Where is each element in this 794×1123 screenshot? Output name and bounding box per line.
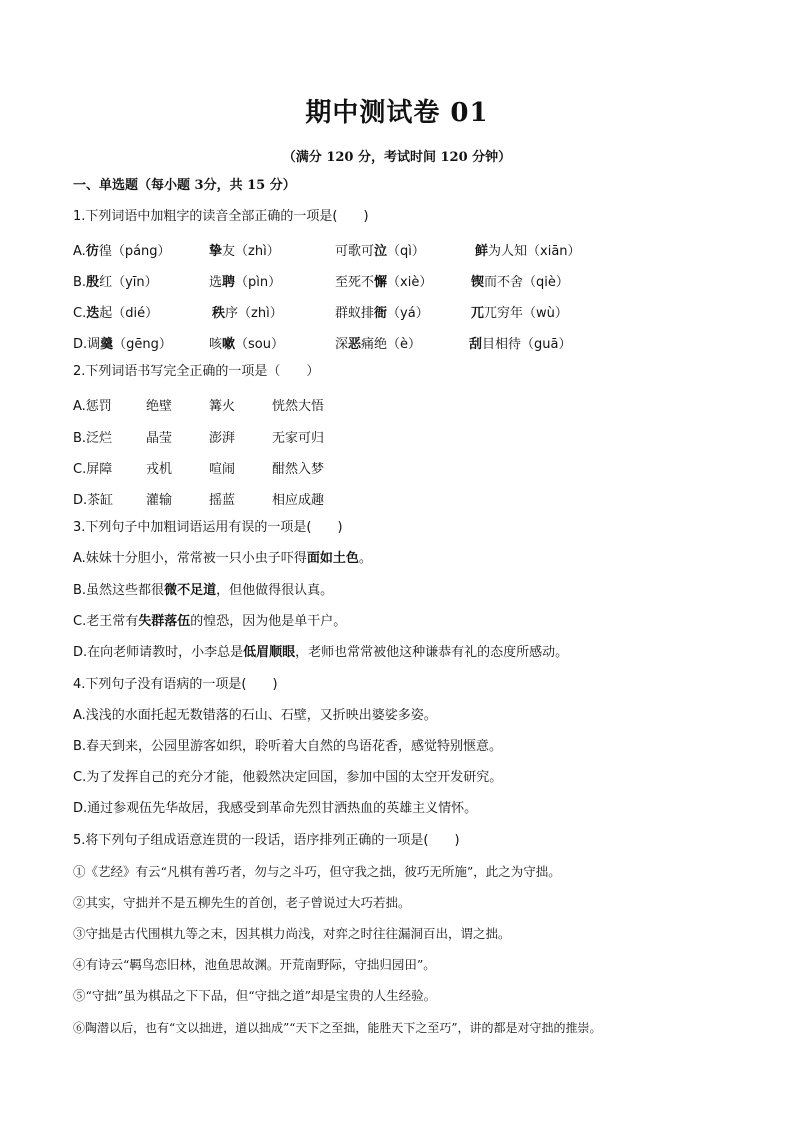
question-1-row-b <box>73 271 733 290</box>
question-1-stem: 1.下列词语中加粗字的读音全部正确的一项是( ) <box>73 209 369 224</box>
option-word: 选聘（pìn） <box>209 275 282 290</box>
option-word: B.泛烂 <box>73 431 113 446</box>
question-4-option-c: C.为了发挥自己的充分才能，他毅然决定回国，参加中国的太空开发研究。 <box>73 770 503 785</box>
question-2-row-d <box>73 489 733 508</box>
option-word: 灌输 <box>146 493 173 508</box>
option-word: 群蚁排衙（yá） <box>335 306 429 321</box>
option-word: 酣然入梦 <box>272 462 325 477</box>
page-subtitle: （满分 120 分，考试时间 120 分钟） <box>282 150 512 165</box>
question-4-option-a: A.浅浅的水面托起无数错落的石山、石壁，又折映出婆娑多姿。 <box>73 708 437 723</box>
option-word: D.茶缸 <box>73 493 114 508</box>
question-5-sentence-5: ⑤“守拙”虽为棋品之下下品，但“守拙之道”却是宝贵的人生经验。 <box>73 988 437 1003</box>
option-word: 秩序（zhì） <box>212 306 283 321</box>
option-word: 至死不懈（xiè） <box>335 275 433 290</box>
question-1-row-d <box>73 333 733 352</box>
option-word: 无家可归 <box>272 431 325 446</box>
question-3-option-a: A.妹妹十分胆小，常常被一只小虫子吓得面如土色。 <box>73 551 372 566</box>
option-word: 挚友（zhì） <box>209 244 280 259</box>
question-3-option-c: C.老王常有失群落伍的惶恐，因为他是单干户。 <box>73 614 347 629</box>
option-word: 相应成趣 <box>272 493 325 508</box>
option-word: 咳嗽（sou） <box>209 337 284 352</box>
question-2-stem: 2.下列词语书写完全正确的一项是（ ） <box>73 364 320 379</box>
question-4-option-b: B.春天到来，公园里游客如织，聆听着大自然的鸟语花香，感觉特别惬意。 <box>73 739 503 754</box>
option-word: 喧闹 <box>209 462 236 477</box>
question-3-option-b: B.虽然这些都很微不足道，但他做得很认真。 <box>73 583 334 598</box>
question-5-sentence-1: ①《艺经》有云“凡棋有善巧者，勿与之斗巧，但守我之拙，彼巧无所施”，此之为守拙。 <box>73 864 561 879</box>
question-1-row-a <box>73 240 733 259</box>
option-word: 兀兀穷年（wù） <box>471 306 568 321</box>
question-5-sentence-3: ③守拙是古代围棋九等之末，因其棋力尚浅，对弈之时往往漏洞百出，谓之拙。 <box>73 926 511 941</box>
option-word: B.殷红（yīn） <box>73 275 158 290</box>
question-1-row-c <box>73 302 733 321</box>
option-word: 鲜为人知（xiān） <box>475 244 581 259</box>
option-word: C.屏障 <box>73 462 113 477</box>
option-word: 深恶痛绝（è） <box>335 337 422 352</box>
option-word: D.调羹（gēng） <box>73 337 172 352</box>
question-5-sentence-2: ②其实，守拙并不是五柳先生的首创，老子曾说过大巧若拙。 <box>73 895 411 910</box>
option-word: 刮目相待（guā） <box>469 337 572 352</box>
question-5-stem: 5.将下列句子组成语意连贯的一段话，语序排列正确的一项是( ) <box>73 833 460 848</box>
question-2-row-b <box>73 427 733 446</box>
option-word: 恍然大悟 <box>272 399 325 414</box>
option-word: 可歌可泣（qì） <box>335 244 425 259</box>
question-3-option-d: D.在向老师请教时，小李总是低眉顺眼，老师也常常被他这种谦恭有礼的态度所感动。 <box>73 645 569 660</box>
question-2-row-c <box>73 458 733 477</box>
option-word: 锲而不舍（qiè） <box>471 275 569 290</box>
option-word: 戎机 <box>146 462 173 477</box>
question-5-sentence-4: ④有诗云“羁鸟恋旧林，池鱼思故渊。开荒南野际，守拙归园田”。 <box>73 957 436 972</box>
option-word: 晶莹 <box>146 431 173 446</box>
option-word: 澎湃 <box>209 431 236 446</box>
question-5-sentence-6: ⑥陶潜以后，也有“文以拙进，道以拙成”“天下之至拙，能胜天下之至巧”，讲的都是对守拙的推崇。 <box>73 1021 602 1035</box>
option-word: A.彷徨（páng） <box>73 244 171 259</box>
question-3-stem: 3.下列句子中加粗词语运用有误的一项是( ) <box>73 520 343 535</box>
option-word: 摇蓝 <box>209 493 236 508</box>
question-4-option-d: D.通过参观伍先华故居，我感受到革命先烈甘洒热血的英雄主义情怀。 <box>73 801 478 816</box>
question-2-row-a <box>73 395 733 414</box>
option-word: 绝壁 <box>146 399 173 414</box>
option-word: 篝火 <box>209 399 236 414</box>
page-title: 期中测试卷 01 <box>305 98 489 128</box>
option-word: C.迭起（dié） <box>73 306 159 321</box>
question-4-stem: 4.下列句子没有语病的一项是( ) <box>73 677 278 692</box>
option-word: A.惩罚 <box>73 399 112 414</box>
section-heading: 一、单选题（每小题 3分，共 15 分） <box>73 178 296 193</box>
